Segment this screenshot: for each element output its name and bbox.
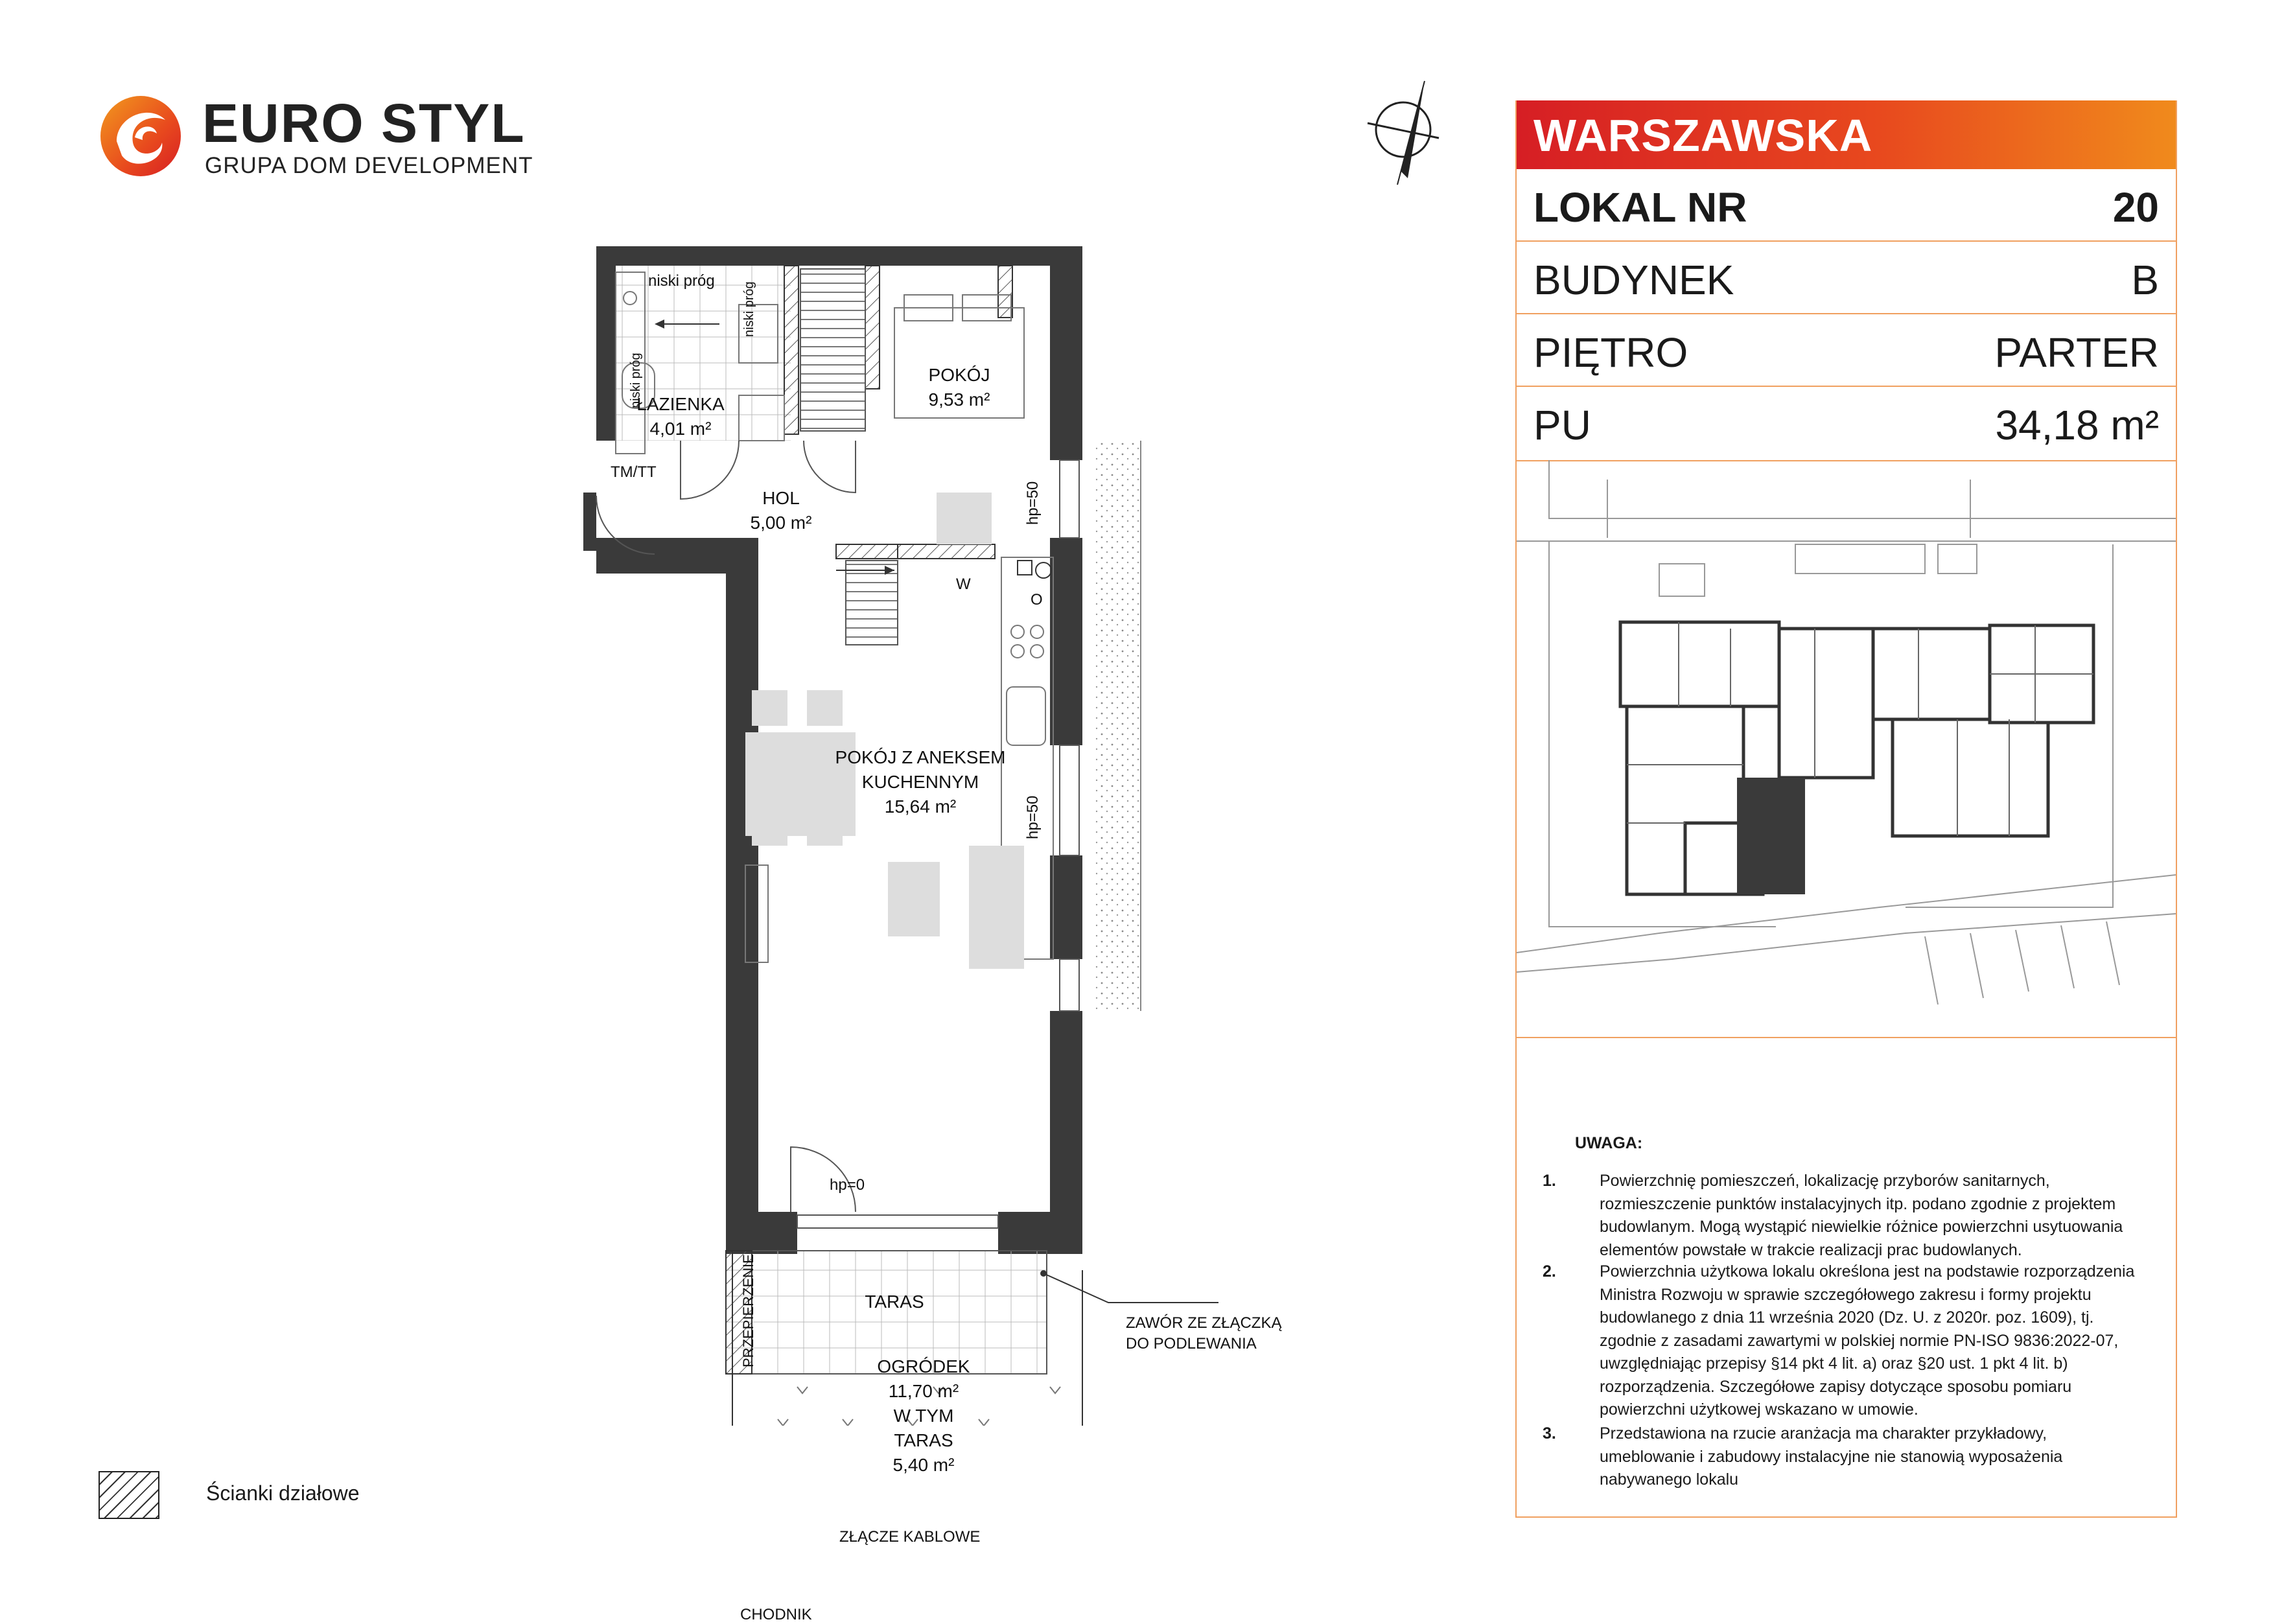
info-value: B <box>2131 257 2159 303</box>
notes-section: UWAGA: 1. Powierzchnię pomieszczeń, lokalizację przyborów sanitarnych, rozmieszczenie punktów instalacyjnych itp. podano zgodnie z projektem budowlanym. Mogą wystąpić niewielkie różnice powierzchni usytuowania elementów powstałe w trakcie realizacji prac budowlanych. 2. Powierzchnia użytkowa lokalu określona jest na podstawie rozporządzenia Ministra Rozwoju w sprawie szczegółowego zakresu i formy projektu budowlanego z dnia 11 września 2020 (Dz. U. z 2020r. poz. 1609), tj. zgodnie z zasadami zawartymi w polskiej normie PN-ISO 9836:2022-07, uwzględniając przepisy §14 pkt 4 lit. a) oraz §20 ust. 1 pkt 4 lit. b) rozporządzenia. Szczegółowe zapisy dotyczące sposobu pomiaru powierzchni użytkowej wskazano w umowie. 3. Przedstawiona na rzucie aranżacja ma charakter przykładowy, umeblowanie i zabudowy instalacyjne nie stanowią wyposażenia nabywanego lokalu <box>1515 1037 2177 1518</box>
w-label: W <box>956 575 971 593</box>
info-row-budynek <box>1517 242 2176 314</box>
info-value: 20 <box>2112 184 2159 231</box>
project-header <box>1517 100 2176 169</box>
room-lazienka-label: ŁAZIENKA 4,01 m² <box>636 394 725 439</box>
zawor-label-1: ZAWÓR ZE ZŁĄCZKĄ <box>1126 1314 1282 1332</box>
zlacze-kablowe-label: ZŁĄCZE KABLOWE <box>839 1528 981 1546</box>
highlighted-unit <box>1737 778 1805 894</box>
brand-name: EURO STYL <box>202 93 526 154</box>
brand-logo <box>97 91 533 188</box>
zawor-label-2: DO PODLEWANIA <box>1126 1335 1257 1352</box>
info-value: PARTER <box>1994 329 2159 376</box>
info-label: PIĘTRO <box>1533 329 1688 376</box>
niski-prog-label-1: niski próg <box>648 272 715 290</box>
info-row-pu <box>1517 387 2176 458</box>
hp0-label: hp=0 <box>830 1176 865 1194</box>
unit-info-table <box>1515 100 2177 461</box>
room-ogrodek-label: OGRÓDEK 11,70 m² W TYM TARAS 5,40 m² <box>877 1356 970 1475</box>
info-row-pietro <box>1517 314 2176 387</box>
hp50-label-1: hp=50 <box>1024 481 1042 525</box>
niski-prog-label-3: niski próg <box>629 353 643 408</box>
legend-label: Ścianki działowe <box>206 1481 360 1505</box>
notes-title: UWAGA: <box>1575 1134 1643 1152</box>
info-label: BUDYNEK <box>1533 257 1734 303</box>
room-hol-label: HOL 5,00 m² <box>750 488 812 533</box>
chodnik-label: CHODNIK <box>740 1606 812 1623</box>
niski-prog-label-2: niski próg <box>742 281 756 337</box>
info-row-lokal <box>1517 169 2176 242</box>
site-key-plan <box>1515 460 2177 1038</box>
info-value: 34,18 m² <box>1995 402 2159 448</box>
flame-logo-icon <box>97 91 185 178</box>
tm-tt-label: TM/TT <box>611 463 657 481</box>
project-name: WARSZAWSKA <box>1533 110 1873 161</box>
room-pokoj-label: POKÓJ 9,53 m² <box>928 365 990 410</box>
o-label: O <box>1031 591 1043 609</box>
room-salon-label: POKÓJ Z ANEKSEM KUCHENNYM 15,64 m² <box>835 747 1006 817</box>
info-label: LOKAL NR <box>1533 184 1747 231</box>
room-taras-label: TARAS <box>865 1292 924 1312</box>
hp50-label-2: hp=50 <box>1024 795 1042 839</box>
brand-subtitle: GRUPA DOM DEVELOPMENT <box>205 153 533 178</box>
partition-wall-swatch <box>99 1471 159 1519</box>
north-arrow-icon <box>1355 75 1458 191</box>
site-plan-drawing <box>1517 460 2176 1037</box>
przepierzenie-label: PRZEPIERZENIE <box>740 1254 756 1367</box>
info-label: PU <box>1533 402 1591 448</box>
floor-plan <box>570 233 1335 1623</box>
